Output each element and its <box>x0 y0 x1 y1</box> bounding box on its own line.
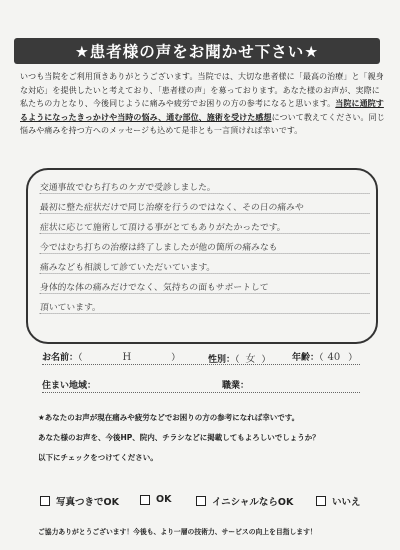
option-initial-ok-label: イニシャルならOK <box>212 497 294 508</box>
option-initial-ok[interactable] <box>196 494 293 508</box>
testimonial-card <box>26 168 378 344</box>
info-row-2-rule <box>42 392 360 393</box>
gender-field: 性別：（ 女 ） <box>208 354 271 365</box>
testimonial-line-2: 最初に整た症状だけで同じ治療を行うのではなく、その日の痛みや <box>40 200 371 214</box>
gender-value[interactable]: 女 <box>245 354 256 365</box>
age-label: 年齢： <box>292 353 320 363</box>
option-ok[interactable] <box>140 494 171 505</box>
option-photo-ok[interactable] <box>40 494 119 508</box>
option-no-label: いいえ <box>332 497 361 508</box>
testimonial-line-6: 身体的な体の痛みだけでなく、気持ちの面もサポートして <box>40 280 371 294</box>
page-title: ★患者様の声をお聞かせ下さい★ <box>74 43 320 61</box>
testimonial-line-7: 頂いています。 <box>40 300 371 314</box>
intro-text <box>20 70 386 138</box>
notice-line-1: ★あなたのお声が現在痛みや疲労などでお困りの方の参考になれば幸いです。 <box>38 413 300 422</box>
checkbox-ok[interactable] <box>140 495 150 505</box>
notice-line-2: あなた様のお声を、今後HP、院内、チラシなどに掲載してもよろしいでしょうか？ <box>38 433 320 442</box>
age-field: 年齢：（ 40 ） <box>292 352 358 363</box>
testimonial-line-3: 症状に応じて施術して頂ける事がとてもありがたかったです。 <box>40 220 371 234</box>
job-label: 職業： <box>222 381 250 391</box>
footer-message: ご協力ありがとうございます！今後も、より一層の技術力、サービスの向上を目指します！ <box>38 528 317 536</box>
info-row-1-rule <box>42 364 360 365</box>
name-label: お名前： <box>42 353 79 363</box>
testimonial-line-1: 交通事故でむち打ちのケガで受診しました。 <box>40 180 371 194</box>
intro-paragraph-2: について教えてください。同じ悩みや痛みを持つ方へのメッセージも込めて是非とも一言頂ければ幸いです。 <box>20 112 385 136</box>
area-label: 住まい地域： <box>42 381 97 391</box>
checkbox-no[interactable] <box>316 496 326 506</box>
testimonial-line-5: 痛みなども相談して診ていただいています。 <box>40 260 371 274</box>
intro-paragraph-1: いつも当院をご利用頂きありがとうございます。当院では、大切な患者様に「最高の治療」と「親身な対応」を提供したいと考えており、「患者様の声」を募っております。あなた様のお声が、実際に私たちの力となり、今後同じように痛みや疲労でお困りの方の参考になると思います。 <box>20 72 384 109</box>
intro-highlight: 当院に通院するようになったきっかけや当時の悩み、通む部位、施術を受けた感想 <box>20 99 384 122</box>
name-value[interactable]: H <box>122 352 132 363</box>
testimonial-line-4: 今ではむち打ちの治療は終了しましたが他の箇所の痛みなも <box>40 240 371 254</box>
option-ok-label: OK <box>156 494 172 505</box>
checkbox-initial-ok[interactable] <box>196 496 206 506</box>
checkbox-photo-ok[interactable] <box>40 496 50 506</box>
gender-label: 性別： <box>208 355 236 365</box>
age-value[interactable]: 40 <box>327 352 341 363</box>
title-banner <box>14 38 380 64</box>
area-field <box>42 378 96 391</box>
notice-line-3: 以下にチェックをつけてください。 <box>38 453 158 462</box>
job-field <box>222 378 249 391</box>
info-row-1: お名前：（ H ） <box>42 352 181 363</box>
option-no[interactable] <box>316 494 361 508</box>
option-photo-ok-label: 写真つきでOK <box>56 497 119 508</box>
